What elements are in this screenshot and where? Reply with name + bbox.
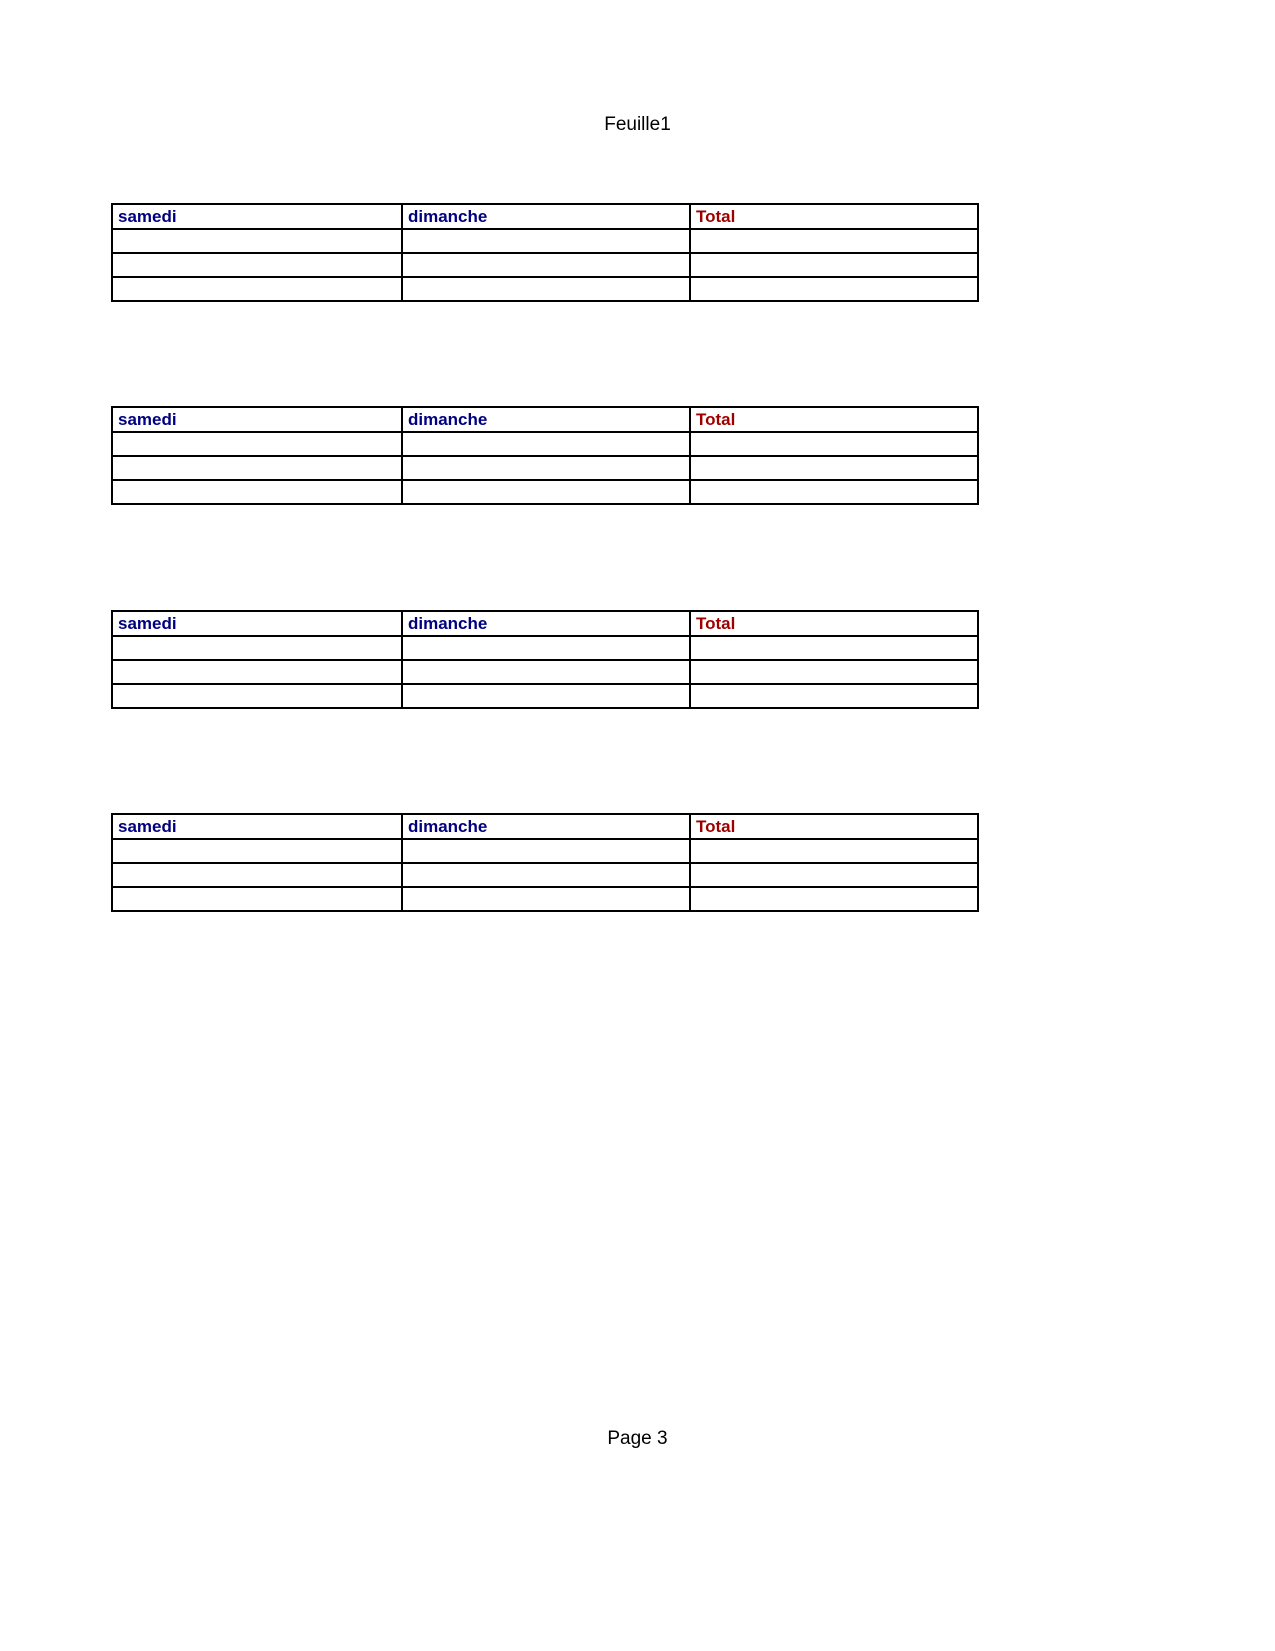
cell-samedi[interactable] [112,839,402,863]
column-header-total: Total [690,814,978,839]
table-row [112,839,978,863]
table-header-row [112,204,978,229]
table-row [112,253,978,277]
cell-total[interactable] [690,456,978,480]
cell-total[interactable] [690,660,978,684]
cell-samedi[interactable] [112,229,402,253]
column-header-dimanche: dimanche [402,611,690,636]
cell-dimanche[interactable] [402,456,690,480]
cell-dimanche[interactable] [402,432,690,456]
cell-samedi[interactable] [112,636,402,660]
table-row [112,863,978,887]
cell-dimanche[interactable] [402,480,690,504]
cell-dimanche[interactable] [402,660,690,684]
cell-samedi[interactable] [112,684,402,708]
table-row [112,636,978,660]
cell-samedi[interactable] [112,660,402,684]
cell-dimanche[interactable] [402,839,690,863]
cell-total[interactable] [690,863,978,887]
page-header: Feuille1 [604,114,671,135]
table-row [112,456,978,480]
table-row [112,887,978,911]
cell-dimanche[interactable] [402,636,690,660]
cell-samedi[interactable] [112,863,402,887]
column-header-samedi: samedi [112,611,402,636]
cell-samedi[interactable] [112,456,402,480]
table-header-row [112,611,978,636]
cell-samedi[interactable] [112,277,402,301]
schedule-table-2 [111,406,979,505]
cell-total[interactable] [690,229,978,253]
schedule-table-3 [111,610,979,709]
column-header-samedi: samedi [112,814,402,839]
cell-dimanche[interactable] [402,229,690,253]
cell-total[interactable] [690,480,978,504]
column-header-total: Total [690,407,978,432]
page-footer: Page 3 [607,1428,668,1449]
cell-samedi[interactable] [112,480,402,504]
table-row [112,480,978,504]
cell-dimanche[interactable] [402,253,690,277]
column-header-dimanche: dimanche [402,204,690,229]
column-header-samedi: samedi [112,407,402,432]
cell-total[interactable] [690,887,978,911]
column-header-total: Total [690,204,978,229]
schedule-table-1 [111,203,979,302]
table-row [112,684,978,708]
cell-samedi[interactable] [112,887,402,911]
cell-total[interactable] [690,277,978,301]
table-header-row [112,814,978,839]
cell-dimanche[interactable] [402,277,690,301]
cell-total[interactable] [690,684,978,708]
cell-samedi[interactable] [112,253,402,277]
cell-dimanche[interactable] [402,887,690,911]
cell-total[interactable] [690,636,978,660]
table-row [112,277,978,301]
column-header-total: Total [690,611,978,636]
table-row [112,432,978,456]
cell-total[interactable] [690,839,978,863]
cell-dimanche[interactable] [402,863,690,887]
schedule-table-4 [111,813,979,912]
table-row [112,660,978,684]
cell-total[interactable] [690,432,978,456]
cell-dimanche[interactable] [402,684,690,708]
column-header-samedi: samedi [112,204,402,229]
cell-total[interactable] [690,253,978,277]
column-header-dimanche: dimanche [402,814,690,839]
cell-samedi[interactable] [112,432,402,456]
table-row [112,229,978,253]
column-header-dimanche: dimanche [402,407,690,432]
table-header-row [112,407,978,432]
